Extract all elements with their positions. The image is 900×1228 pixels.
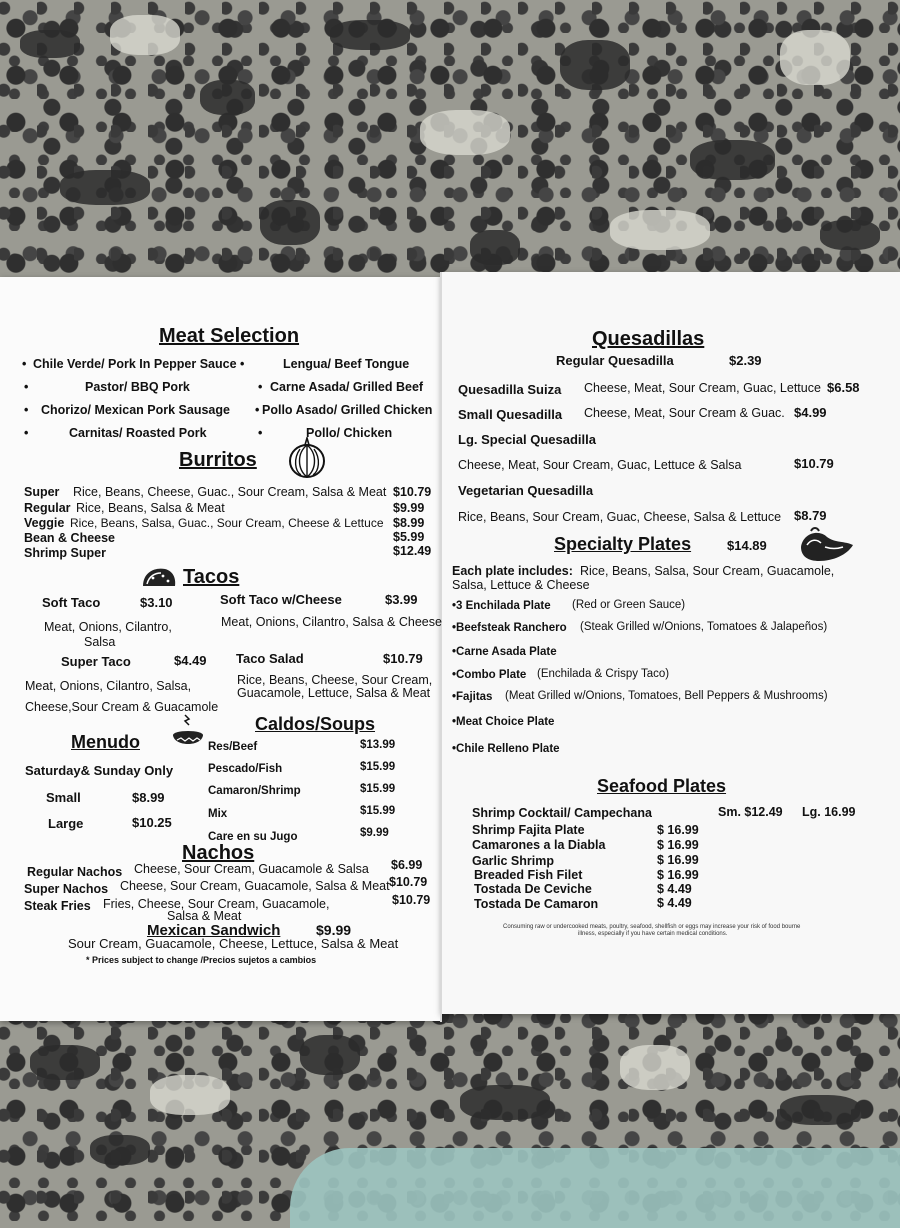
caldo-name: Camaron/Shrimp <box>208 785 301 797</box>
meat-bullet: • <box>24 403 29 417</box>
meat-item: Pollo/ Chicken <box>306 426 393 440</box>
quesadilla-desc: Cheese, Meat, Sour Cream, Guac, Lettuce & Salsa <box>458 458 742 472</box>
taco-name: Super Taco <box>61 654 131 669</box>
quesadilla-name: Quesadilla Suiza <box>458 382 562 397</box>
meat-item: Chile Verde/ Pork In Pepper Sauce • <box>33 357 245 371</box>
burrito-name: Shrimp Super <box>24 546 106 560</box>
meat-item: Carnitas/ Roasted Pork <box>69 426 207 440</box>
burrito-desc: Rice, Beans, Salsa & Meat <box>76 501 225 515</box>
menudo-bowl-icon <box>171 713 205 753</box>
menudo-note: Saturday& Sunday Only <box>25 763 174 778</box>
food-safety-disclaimer: illness, especially if you have certain medical conditions. <box>578 931 728 937</box>
seafood-name: Garlic Shrimp <box>472 854 554 868</box>
quesadilla-price: $4.99 <box>794 405 827 420</box>
caldo-name: Mix <box>208 808 228 820</box>
quesadilla-name: Small Quesadilla <box>458 407 563 422</box>
nachos-name: Regular Nachos <box>27 865 123 879</box>
chili-pepper-icon <box>797 525 857 565</box>
specialty-heading: Specialty Plates <box>554 534 692 554</box>
burrito-name: Veggie <box>24 516 65 530</box>
nachos-desc: Cheese, Sour Cream, Guacamole & Salsa <box>134 862 369 876</box>
meat-selection-heading: Meat Selection <box>159 325 300 347</box>
taco-price: $4.49 <box>174 653 207 668</box>
seafood-price-small: Sm. $12.49 <box>718 805 783 819</box>
specialty-item: •Carne Asada Plate <box>452 646 557 658</box>
seafood-name: Breaded Fish Filet <box>474 868 583 882</box>
meat-item: Lengua/ Beef Tongue <box>283 357 410 371</box>
quesadillas-heading: Quesadillas <box>592 328 705 350</box>
sandwich-desc: Sour Cream, Guacamole, Cheese, Lettuce, Salsa & Meat <box>68 936 399 951</box>
specialty-item: •Fajitas <box>452 691 493 703</box>
taco-icon <box>141 566 177 588</box>
burrito-desc: Rice, Beans, Salsa, Guac., Sour Cream, Cheese & Lettuce <box>70 516 384 530</box>
specialty-includes: Rice, Beans, Salsa, Sour Cream, Guacamole, <box>580 564 835 578</box>
sandwich-heading: Mexican Sandwich <box>147 922 281 939</box>
caldo-price: $9.99 <box>360 827 389 839</box>
quesadilla-price: $8.79 <box>794 508 827 523</box>
seafood-price: $ 16.99 <box>657 838 699 852</box>
nachos-name: Super Nachos <box>24 882 109 896</box>
specialty-item: •3 Enchilada Plate <box>452 600 551 612</box>
taco-name: Taco Salad <box>236 651 304 666</box>
specialty-includes: Salsa, Lettuce & Cheese <box>452 578 590 592</box>
menu-fold <box>440 272 442 1022</box>
food-safety-disclaimer: Consuming raw or undercooked meats, poultry, seafood, shellfish or eggs may increase your risk of food bourne <box>503 924 801 930</box>
seafood-heading: Seafood Plates <box>597 776 727 796</box>
seafood-name: Shrimp Fajita Plate <box>472 823 585 837</box>
burrito-name: Regular <box>24 501 71 515</box>
caldos-heading: Caldos/Soups <box>255 714 376 734</box>
specialty-desc: (Meat Grilled w/Onions, Tomatoes, Bell Peppers & Mushrooms) <box>505 690 828 702</box>
meat-item: Pastor/ BBQ Pork <box>85 380 190 394</box>
meat-item: Carne Asada/ Grilled Beef <box>270 380 424 394</box>
meat-item: Chorizo/ Mexican Pork Sausage <box>41 403 230 417</box>
menudo-size: Large <box>48 816 84 831</box>
burrito-name: Super <box>24 485 60 499</box>
nachos-desc: Fries, Cheese, Sour Cream, Guacamole, <box>103 897 330 911</box>
caldo-price: $15.99 <box>360 805 396 817</box>
quesadilla-desc: Cheese, Meat, Sour Cream, Guac, Lettuce <box>584 381 821 395</box>
taco-name: Soft Taco w/Cheese <box>220 592 342 607</box>
nachos-desc: Cheese, Sour Cream, Guacamole, Salsa & Meat <box>120 879 390 893</box>
caldo-name: Res/Beef <box>208 741 258 753</box>
seafood-name: Tostada De Ceviche <box>474 882 592 896</box>
specialty-price: $14.89 <box>727 538 767 553</box>
taco-desc: Cheese,Sour Cream & Guacamole <box>25 700 219 714</box>
nachos-desc: Salsa & Meat <box>167 909 242 923</box>
seafood-name: Shrimp Cocktail/ Campechana <box>472 806 652 820</box>
caldo-price: $15.99 <box>360 761 396 773</box>
quesadilla-desc: Cheese, Meat, Sour Cream & Guac. <box>584 406 785 420</box>
meat-bullet: • <box>258 426 263 440</box>
menudo-price: $8.99 <box>132 790 165 805</box>
meat-bullet: • <box>24 426 29 440</box>
menudo-heading: Menudo <box>71 732 140 752</box>
taco-desc: Meat, Onions, Cilantro, Salsa & Cheese <box>221 615 442 629</box>
seafood-price: $ 4.49 <box>657 896 692 910</box>
taco-desc: Rice, Beans, Cheese, Sour Cream, <box>237 673 433 687</box>
caldo-price: $15.99 <box>360 783 396 795</box>
quesadilla-name: Regular Quesadilla <box>556 353 674 368</box>
teal-placemat <box>290 1148 900 1228</box>
burrito-price: $9.99 <box>393 501 425 515</box>
granite-countertop-top <box>0 0 900 285</box>
meat-item: Pollo Asado/ Grilled Chicken <box>262 403 433 417</box>
specialty-desc: (Red or Green Sauce) <box>572 599 686 611</box>
quesadilla-name: Vegetarian Quesadilla <box>458 483 594 498</box>
seafood-price: $ 16.99 <box>657 823 699 837</box>
specialty-desc: (Enchilada & Crispy Taco) <box>537 668 670 680</box>
quesadilla-price: $2.39 <box>729 353 762 368</box>
taco-price: $10.79 <box>383 651 423 666</box>
meat-bullet: • <box>24 380 29 394</box>
seafood-price: $ 16.99 <box>657 868 699 882</box>
burrito-price: $10.79 <box>393 485 432 499</box>
burrito-name: Bean & Cheese <box>24 531 116 545</box>
taco-name: Soft Taco <box>42 595 101 610</box>
nachos-price: $6.99 <box>391 858 423 872</box>
quesadilla-desc: Rice, Beans, Sour Cream, Guac, Cheese, Salsa & Lettuce <box>458 510 782 524</box>
burrito-price: $8.99 <box>393 516 425 530</box>
nachos-name: Steak Fries <box>24 899 91 913</box>
sandwich-price: $9.99 <box>316 922 352 938</box>
taco-desc: Meat, Onions, Cilantro, <box>44 620 172 634</box>
meat-bullet: • <box>255 403 260 417</box>
meat-bullet: • <box>258 380 263 394</box>
price-note: * Prices subject to change /Precios sujetos a cambios <box>86 955 317 965</box>
specialty-item: •Meat Choice Plate <box>452 716 555 728</box>
seafood-name: Tostada De Camaron <box>474 897 599 911</box>
burrito-price: $12.49 <box>393 544 432 558</box>
burritos-heading: Burritos <box>179 449 257 471</box>
taco-desc: Meat, Onions, Cilantro, Salsa, <box>25 679 192 693</box>
specialty-desc: (Steak Grilled w/Onions, Tomatoes & Jalapeños) <box>580 621 828 633</box>
nachos-heading: Nachos <box>182 842 255 864</box>
burrito-price: $5.99 <box>393 530 425 544</box>
caldo-price: $13.99 <box>360 739 396 751</box>
caldo-name: Care en su Jugo <box>208 831 298 843</box>
seafood-price: $ 16.99 <box>657 853 699 867</box>
menudo-price: $10.25 <box>132 815 172 830</box>
specialty-item: •Chile Relleno Plate <box>452 743 560 755</box>
seafood-price: $ 4.49 <box>657 882 692 896</box>
specialty-includes-label: Each plate includes: <box>452 564 573 578</box>
seafood-price-large: Lg. 16.99 <box>802 805 856 819</box>
quesadilla-name: Lg. Special Quesadilla <box>458 432 596 447</box>
nachos-price: $10.79 <box>392 893 431 907</box>
onion-icon <box>287 437 327 479</box>
specialty-item: •Combo Plate <box>452 669 527 681</box>
quesadilla-price: $6.58 <box>827 380 860 395</box>
taco-price: $3.10 <box>140 595 173 610</box>
taco-desc: Guacamole, Lettuce, Salsa & Meat <box>237 686 431 700</box>
seafood-name: Camarones a la Diabla <box>472 838 606 852</box>
specialty-item: •Beefsteak Ranchero <box>452 622 567 634</box>
burrito-desc: Rice, Beans, Cheese, Guac., Sour Cream, Salsa & Meat <box>73 485 387 499</box>
taco-price: $3.99 <box>385 592 418 607</box>
tacos-heading: Tacos <box>183 566 240 588</box>
taco-desc: Salsa <box>84 635 116 649</box>
quesadilla-price: $10.79 <box>794 456 834 471</box>
meat-bullet: • <box>22 357 27 371</box>
caldo-name: Pescado/Fish <box>208 763 283 775</box>
nachos-price: $10.79 <box>389 875 428 889</box>
menudo-size: Small <box>46 790 81 805</box>
